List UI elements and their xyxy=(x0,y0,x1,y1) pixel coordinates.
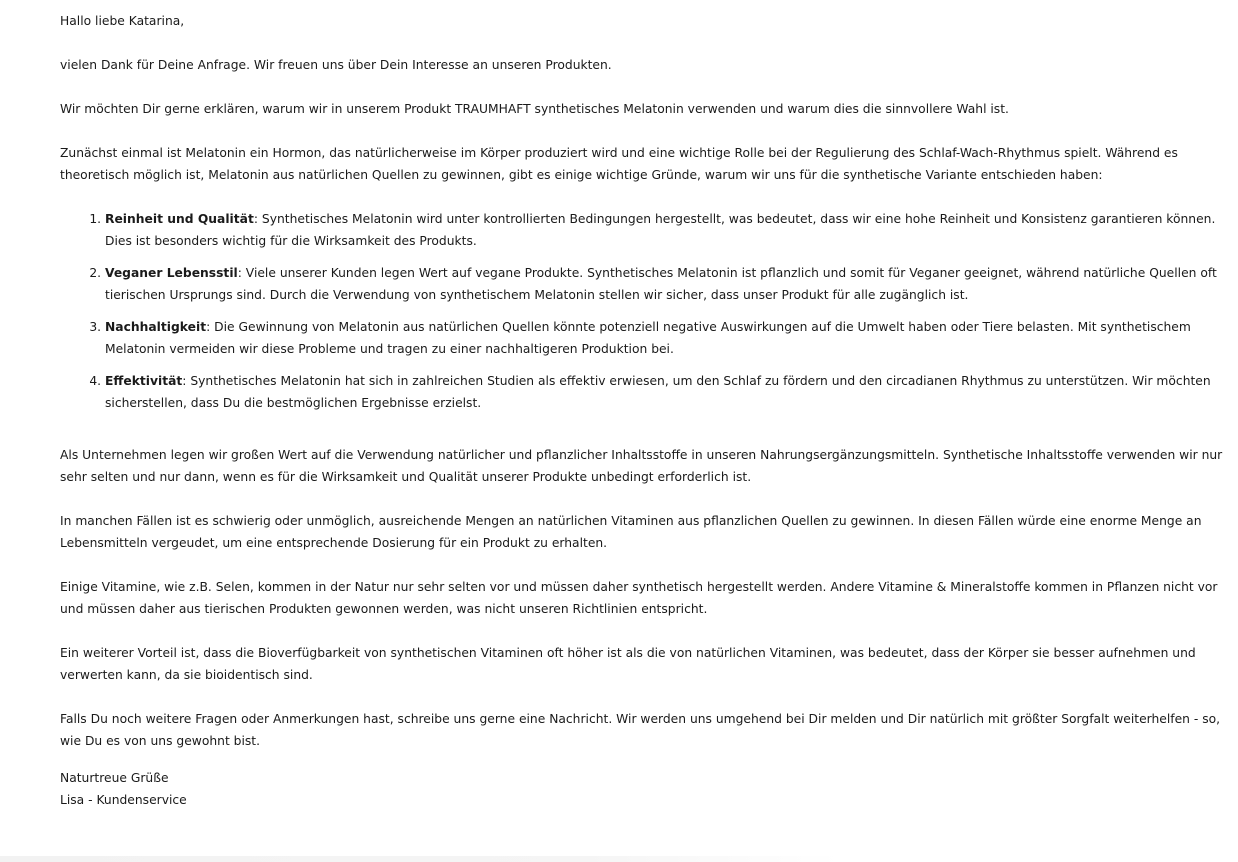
email-body xyxy=(60,10,1232,833)
reason-item xyxy=(105,208,1232,252)
reason-item xyxy=(105,262,1232,306)
paragraph-selenium: Einige Vitamine, wie z.B. Selen, kommen in der Natur nur sehr selten vor und müssen daher synthetisch hergestellt werden. Andere Vitamine & Mineralstoffe kommen in Pflanzen nicht vor und müssen daher aus tierischen Produkten gewonnen werden, was nicht unseren Richtlinien entspricht. xyxy=(60,580,1218,616)
reason-item xyxy=(105,370,1232,414)
reason-text: : Viele unserer Kunden legen Wert auf vegane Produkte. Synthetisches Melatonin ist pflanzlich und somit für Veganer geeignet, während natürliche Quellen oft tierischen Ursprungs sind. Durch die Verwendung von synthetischem Melatonin stellen wir sicher, dass unser Produkt für alle zugänglich ist. xyxy=(105,266,1217,302)
paragraph-company-values: Als Unternehmen legen wir großen Wert auf die Verwendung natürlicher und pflanzlicher Inhaltsstoffe in unseren Nahrungsergänzungsmitteln. Synthetische Inhaltsstoffe verwenden wir nur sehr selten und nur dann, wenn es für die Wirksamkeit und Qualität unserer Produkte unbedingt erforderlich ist. xyxy=(60,448,1223,484)
bottom-shadow xyxy=(0,856,840,862)
email-closing xyxy=(60,767,1232,811)
email-greeting: Hallo liebe Katarina, xyxy=(60,14,185,28)
reason-item xyxy=(105,316,1232,360)
paragraph-thanks: vielen Dank für Deine Anfrage. Wir freuen uns über Dein Interesse an unseren Produkten. xyxy=(60,58,612,72)
closing-greeting: Naturtreue Grüße xyxy=(60,771,169,785)
reason-title: Nachhaltigkeit xyxy=(105,320,207,334)
reason-text: : Synthetisches Melatonin wird unter kontrollierten Bedingungen hergestellt, was bedeutet, dass wir eine hohe Reinheit und Konsistenz garantieren können. Dies ist besonders wichtig für die Wirksamkeit des Produkts. xyxy=(105,212,1216,248)
reasons-list xyxy=(60,208,1232,414)
reason-text: : Synthetisches Melatonin hat sich in zahlreichen Studien als effektiv erwiesen, um den Schlaf zu fördern und den circadianen Rhythmus zu unterstützen. Wir möchten sicherstellen, dass Du die bestmöglichen Ergebnisse erzielst. xyxy=(105,374,1211,410)
paragraph-bioavailability: Ein weiterer Vorteil ist, dass die Bioverfügbarkeit von synthetischen Vitaminen oft höher ist als die von natürlichen Vitaminen, was bedeutet, dass der Körper sie besser aufnehmen und verwerten kann, da sie bioidentisch sind. xyxy=(60,646,1196,682)
paragraph-explanation: Wir möchten Dir gerne erklären, warum wir in unserem Produkt TRAUMHAFT synthetisches Melatonin verwenden und warum dies die sinnvollere Wahl ist. xyxy=(60,102,1009,116)
reason-text: : Die Gewinnung von Melatonin aus natürlichen Quellen könnte potenziell negative Auswirkungen auf die Umwelt haben oder Tiere belasten. Mit synthetischem Melatonin vermeiden wir diese Probleme und tragen zu einer nachhaltigeren Produktion bei. xyxy=(105,320,1191,356)
paragraph-melatonin-intro: Zunächst einmal ist Melatonin ein Hormon, das natürlicherweise im Körper produziert wird und eine wichtige Rolle bei der Regulierung des Schlaf-Wach-Rhythmus spielt. Während es theoretisch möglich ist, Melatonin aus natürlichen Quellen zu gewinnen, gibt es einige wichtige Gründe, warum wir uns für die synthetische Variante entschieden haben: xyxy=(60,146,1178,182)
signature: Lisa - Kundenservice xyxy=(60,793,187,807)
reason-title: Reinheit und Qualität xyxy=(105,212,254,226)
paragraph-contact: Falls Du noch weitere Fragen oder Anmerkungen hast, schreibe uns gerne eine Nachricht. Wir werden uns umgehend bei Dir melden und Dir natürlich mit größter Sorgfalt weiterhelfen - so, wie Du es von uns gewohnt bist. xyxy=(60,712,1221,748)
reason-title: Veganer Lebensstil xyxy=(105,266,238,280)
paragraph-natural-sources: In manchen Fällen ist es schwierig oder unmöglich, ausreichende Mengen an natürlichen Vitaminen aus pflanzlichen Quellen zu gewinnen. In diesen Fällen würde eine enorme Menge an Lebensmitteln vergeudet, um eine entsprechende Dosierung für ein Produkt zu erhalten. xyxy=(60,514,1202,550)
reason-title: Effektivität xyxy=(105,374,183,388)
